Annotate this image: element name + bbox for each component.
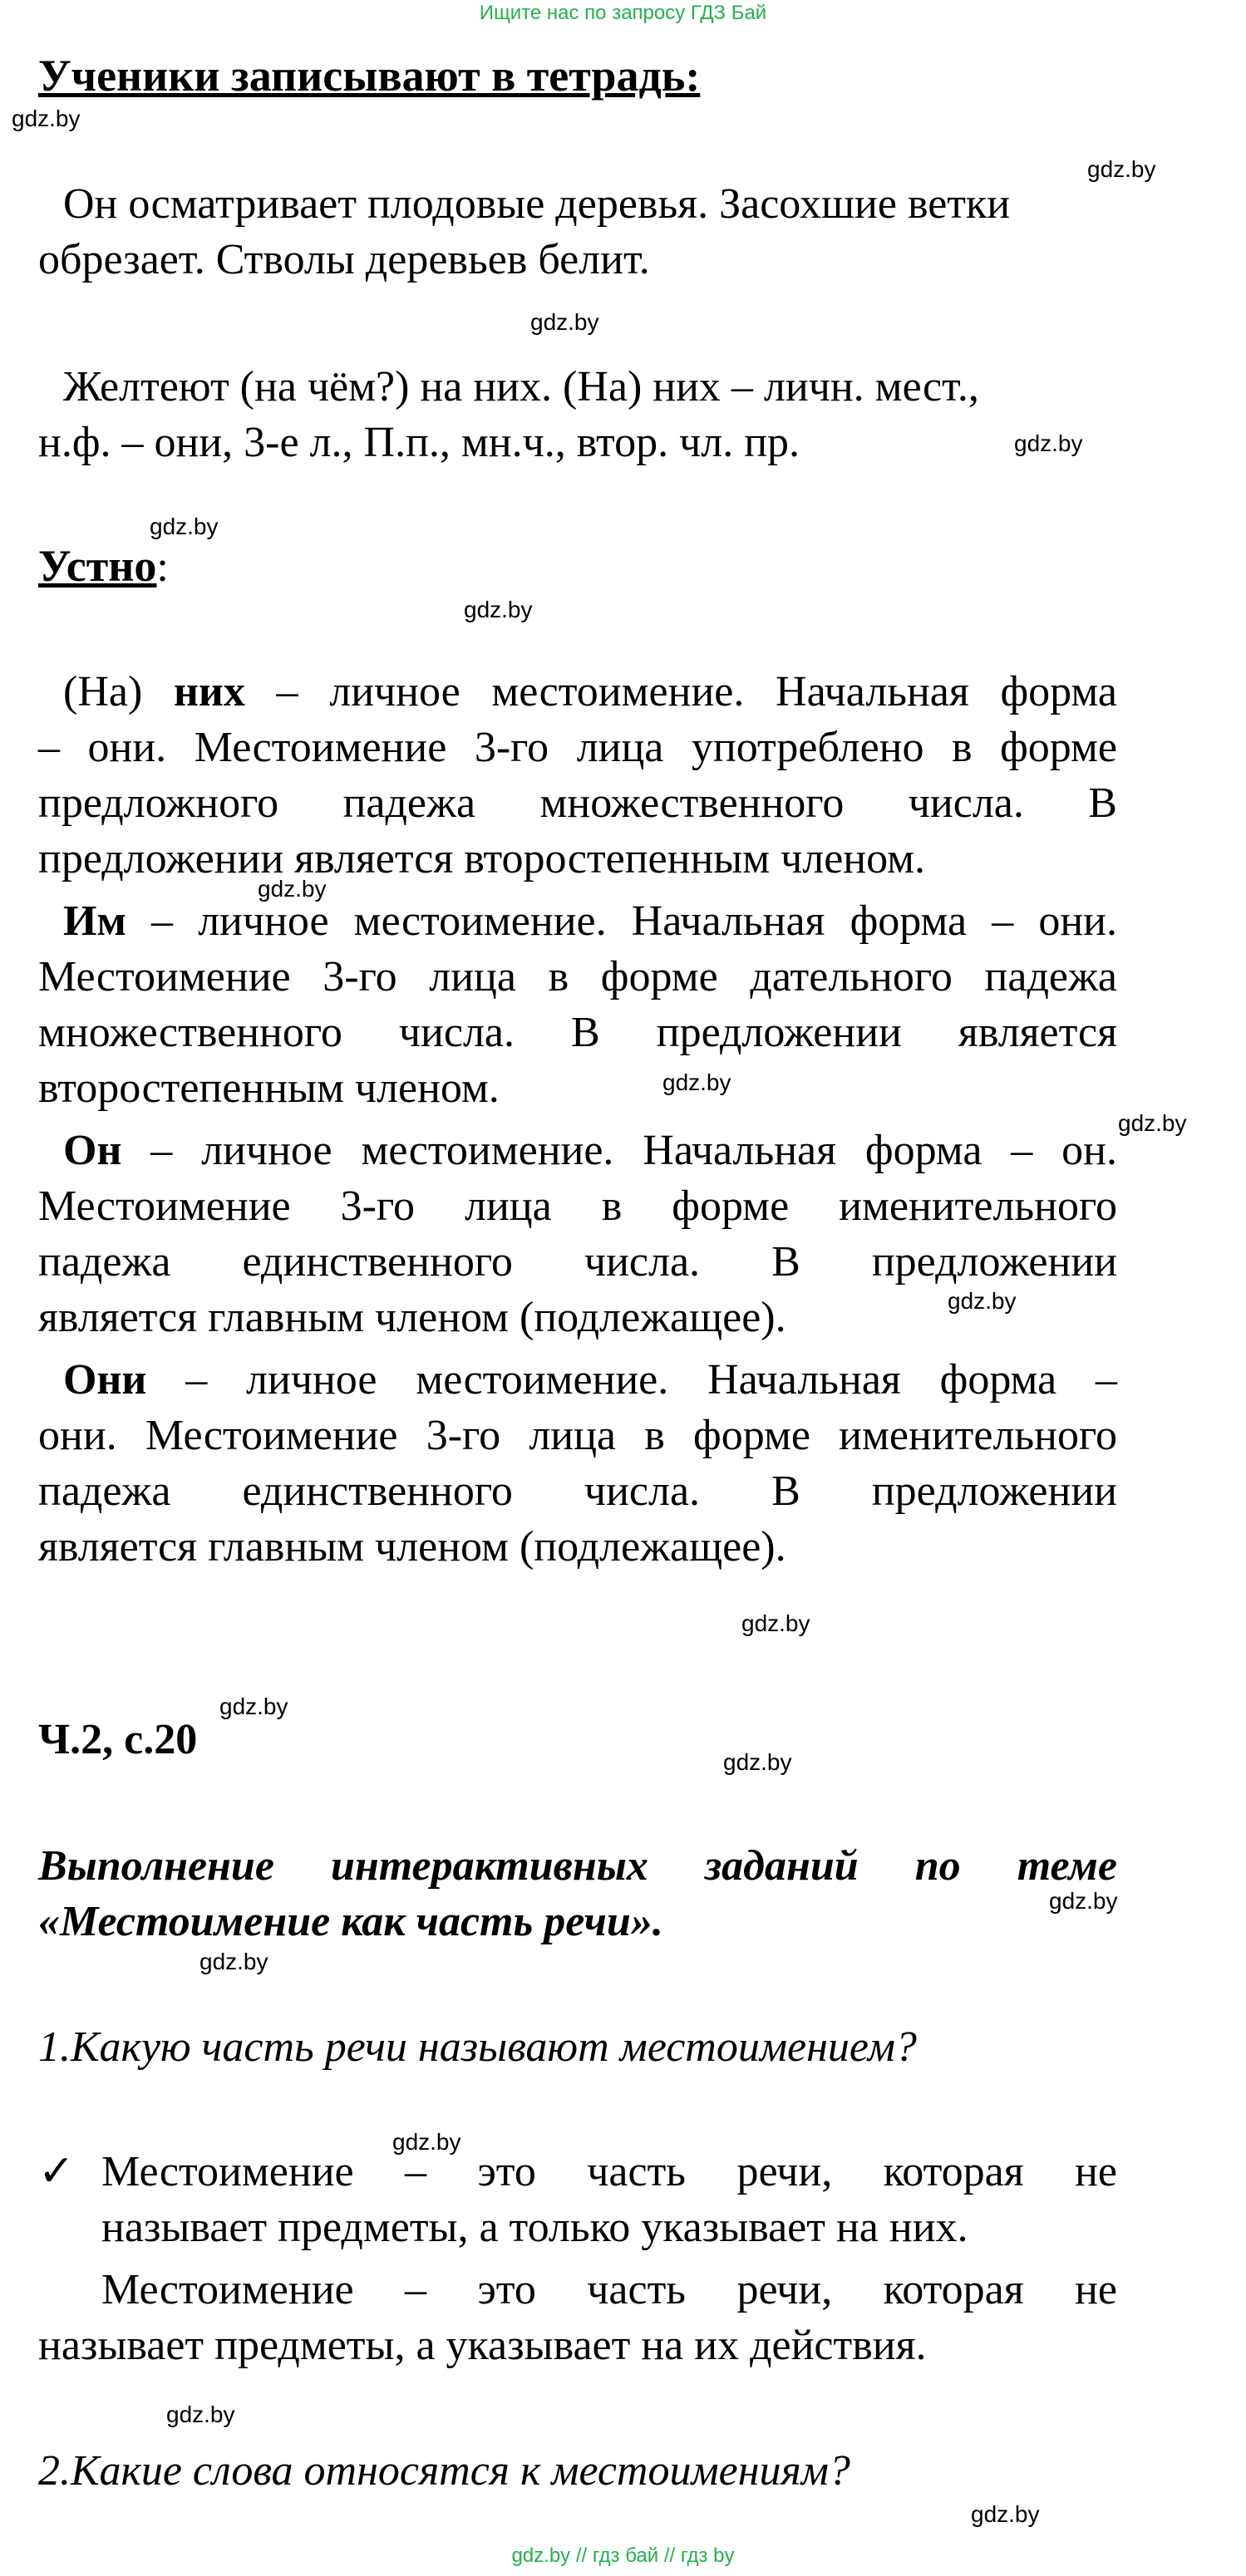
watermark: gdz.by <box>530 309 599 335</box>
notebook-p1-line2: обрезает. Стволы деревьев белит. <box>38 236 650 283</box>
oral-im-word: Им <box>63 897 126 945</box>
oral-im-line3: множественного числа. В предложении является <box>38 1009 1117 1056</box>
watermark: gdz.by <box>662 1069 731 1095</box>
oral-on-word: Он <box>63 1127 122 1174</box>
watermark: gdz.by <box>948 1288 1017 1314</box>
notebook-p2-line2: н.ф. – они, 3-е л., П.п., мн.ч., втор. чл. пр. <box>38 419 800 466</box>
top-banner: Ищите нас по запросу ГДЗ Бай <box>479 2 767 24</box>
watermark: gdz.by <box>741 1610 810 1636</box>
oral-on-line4: является главным членом (подлежащее). <box>38 1294 786 1341</box>
oral-nih-word: них <box>173 668 245 715</box>
watermark: gdz.by <box>150 514 219 539</box>
oral-im-rest: – личное местоимение. Начальная форма – они. <box>126 897 1117 945</box>
watermark: gdz.by <box>1049 1888 1118 1914</box>
oral-on-line3: падежа единственного числа. В предложении <box>38 1238 1117 1286</box>
watermark: gdz.by <box>464 597 533 622</box>
watermark: gdz.by <box>1014 430 1083 456</box>
oral-oni-line2: они. Местоимение 3-го лица в форме именительного <box>38 1412 1117 1459</box>
heading-oral <box>38 538 169 595</box>
question-1: 1.Какую часть речи называют местоимением? <box>38 2023 917 2071</box>
oral-oni-first-line <box>63 1352 1117 1408</box>
notebook-p2-line1: Желтеют (на чём?) на них. (На) них – личн. мест., <box>63 363 979 410</box>
bottom-banner: gdz.by // гдз бай // гдз by <box>511 2544 735 2567</box>
oral-im-line2: Местоимение 3-го лица в форме дательного падежа <box>38 953 1117 1000</box>
oral-nih-prefix: (На) <box>63 668 174 715</box>
answer-2-line2: называет предметы, а указывает на их действия. <box>38 2322 927 2369</box>
watermark: gdz.by <box>166 2401 235 2427</box>
oral-im-line4: второстепенным членом. <box>38 1064 500 1112</box>
oral-oni-word: Они <box>63 1356 147 1404</box>
oral-on-line2: Местоимение 3-го лица в форме именительного <box>38 1182 1117 1230</box>
watermark: gdz.by <box>199 1949 268 1974</box>
notebook-p1-line1: Он осматривает плодовые деревья. Засохшие ветки <box>63 180 1011 228</box>
heading-oral-label: Устно <box>38 541 157 591</box>
oral-nih-first-line <box>63 664 1117 720</box>
watermark: gdz.by <box>1118 1110 1187 1136</box>
question-2: 2.Какие слова относятся к местоимениям? <box>38 2447 850 2495</box>
answer-1-line1: Местоимение – это часть речи, которая не <box>101 2148 1117 2195</box>
task-title-line2: «Местоимение как часть речи». <box>38 1898 663 1945</box>
watermark: gdz.by <box>219 1694 288 1719</box>
oral-on-rest: – личное местоимение. Начальная форма – он. <box>121 1127 1117 1174</box>
watermark: gdz.by <box>1087 156 1156 182</box>
answer-2-line1: Местоимение – это часть речи, которая не <box>101 2266 1117 2313</box>
check-mark-icon: ✓ <box>38 2148 75 2195</box>
oral-nih-line3: предложного падежа множественного числа. В <box>38 779 1117 827</box>
oral-nih-line4: предложении является второстепенным членом. <box>38 835 926 882</box>
oral-nih-line2: – они. Местоимение 3-го лица употреблено в форме <box>38 724 1117 771</box>
watermark: gdz.by <box>12 106 81 131</box>
watermark: gdz.by <box>971 2501 1040 2527</box>
oral-on-first-line <box>63 1123 1117 1178</box>
section-ref: Ч.2, с.20 <box>38 1716 198 1763</box>
oral-nih-rest: – личное местоимение. Начальная форма <box>244 668 1117 715</box>
oral-oni-rest: – личное местоимение. Начальная форма – <box>146 1356 1117 1404</box>
task-title-line1: Выполнение интерактивных заданий по теме <box>38 1842 1117 1890</box>
heading-oral-colon: : <box>156 543 169 591</box>
answer-1-line2: называет предметы, а только указывает на них. <box>101 2204 968 2251</box>
oral-im-first-line <box>63 893 1117 949</box>
watermark: gdz.by <box>723 1749 792 1775</box>
heading-notebook: Ученики записывают в тетрадь: <box>38 51 701 101</box>
oral-oni-line3: падежа единственного числа. В предложении <box>38 1467 1117 1515</box>
oral-oni-line4: является главным членом (подлежащее). <box>38 1523 786 1571</box>
watermark: gdz.by <box>392 2129 461 2155</box>
watermark: gdz.by <box>258 876 327 902</box>
